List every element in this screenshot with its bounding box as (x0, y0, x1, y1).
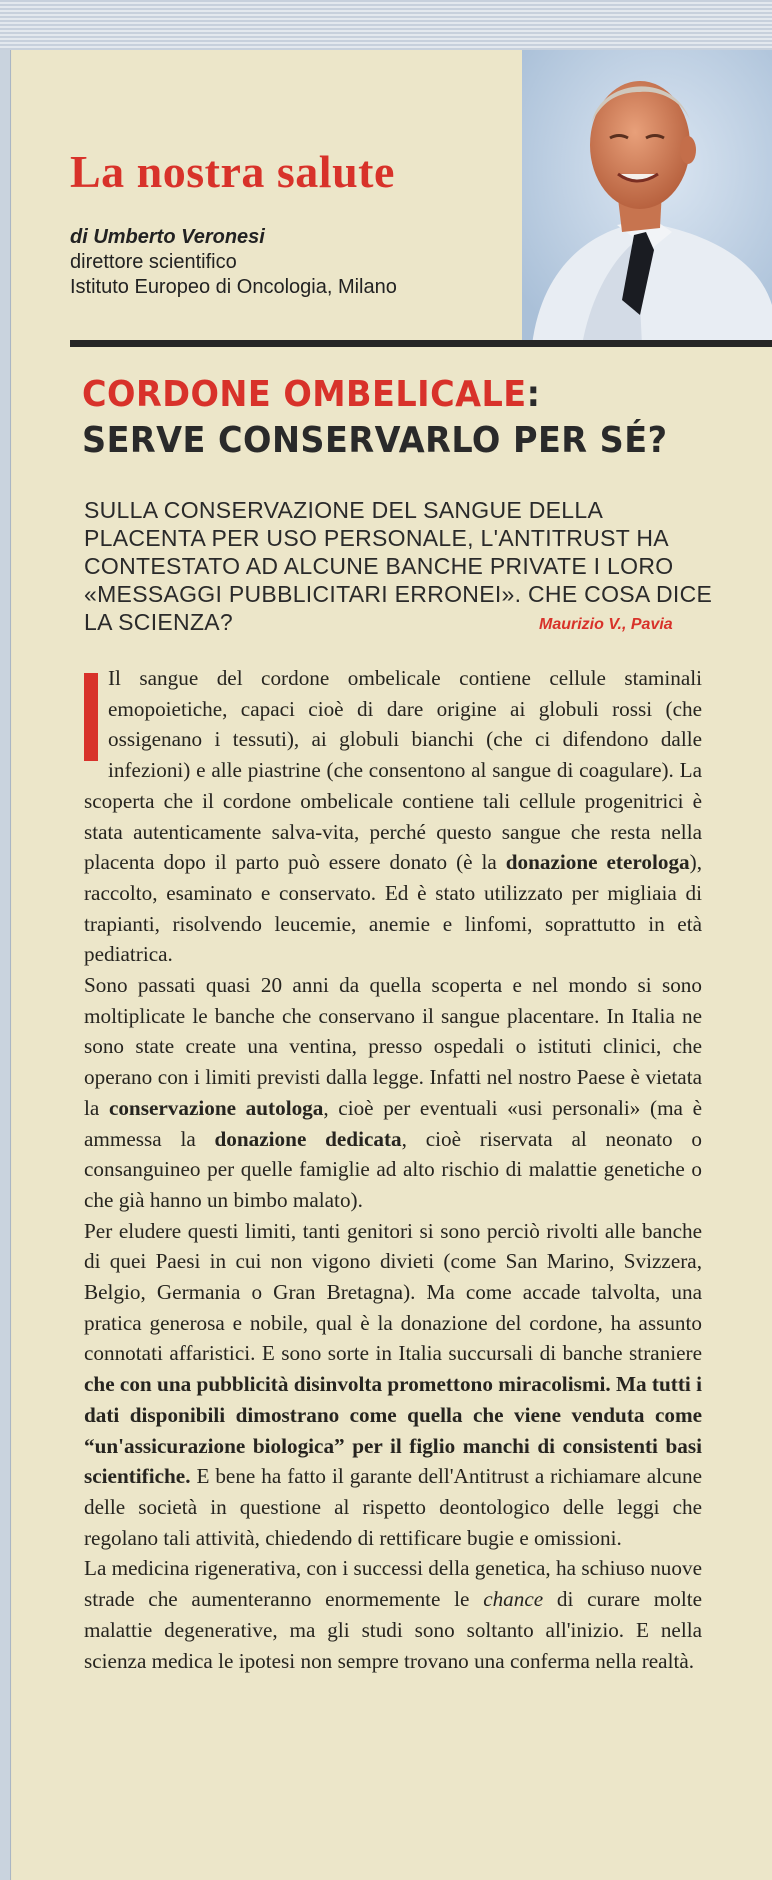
text-run: ), raccolto, esaminato e conservato. Ed è stato utilizzato per migliaia di trapianti, risolvendo leucemie, anemie e linfomi, soprattutto in età pediatrica. (84, 850, 702, 967)
author-name: di Umberto Veronesi (70, 226, 265, 248)
article-paragraph-2 (84, 970, 702, 1216)
headline-second-line: SERVE CONSERVARLO PER SÉ? (82, 420, 668, 461)
bold-text: donazione dedicata (214, 1126, 402, 1151)
article-paragraph-3 (84, 1216, 702, 1554)
author-portrait (522, 50, 772, 345)
bold-text: conservazione autologa (108, 1095, 324, 1120)
bold-text: donazione eterologa (505, 850, 690, 875)
article-paragraph-1 (84, 663, 702, 970)
text-run: Per eludere questi limiti, tanti genitori si sono perciò rivolti alle banche di quei Paesi in cui non vigono divieti (come San Marino, Svizzera, Belgio, Germania o Gran Bretagna). Ma come accade talvolta, una pratica generosa e nobile, qual è la donazione del cordone, ha assunto connotati affaristici. E sono sorte in Italia succursali di banche straniere (84, 1218, 702, 1366)
reader-question: SULLA CONSERVAZIONE DEL SANGUE DELLA PLACENTA PER USO PERSONALE, L'ANTITRUST HA CONTESTATO AD ALCUNE BANCHE PRIVATE I LORO «MESSAGGI PUBBLICITARI ERRONEI». CHE COSA DICE LA SCIENZA? (84, 497, 713, 635)
text-run: Sono passati quasi 20 anni da quella scoperta e nel mondo si sono moltiplicate le banche che conservano il sangue placentare. In Italia ne sono state create una ventina, presso ospedali o istituti clinici, che operano con i limiti previsti dalla legge. Infatti nel nostro Paese è vietata la (84, 973, 702, 1120)
bold-text: che con una pubblicità disinvolta promettono miracolismi. Ma tutti i dati disponibili dimostrano come quella che viene venduta come “un'assicurazione biologica” per il figlio manchi di consistenti basi scientifiche. (84, 1372, 702, 1489)
page-top-band (0, 0, 772, 50)
article-body (84, 663, 702, 1676)
author-institute: Istituto Europeo di Oncologia, Milano (70, 276, 397, 298)
text-run: E bene ha fatto il garante dell'Antitrust a richiamare alcune delle società in questione al rispetto deontologico delle leggi che regolano tali attività, chiedendo di rettificare bugie e omissioni. (84, 1464, 702, 1550)
headline-colon: : (526, 374, 541, 415)
author-role: direttore scientifico (70, 251, 237, 273)
reader-signature: Maurizio V., Pavia (539, 616, 673, 633)
header-divider (70, 340, 772, 347)
italic-text: chance (483, 1587, 544, 1612)
text-run: Il sangue del cordone ombelicale contiene cellule staminali emopoietiche, capaci cioè di dare origine ai globuli rossi (che ossigenano i tessuti), ai globuli bianchi (che ci difendono dalle infezioni) e alle piastrine (che consentono al sangue di coagulare). La scoperta che il cordone ombelicale contiene tali cellule progenitrici è stata autenticamente salva-vita, perché questo sangue che resta nella placenta dopo il parto può essere donato (è la (84, 666, 702, 875)
headline-red-part: CORDONE OMBELICALE (82, 374, 527, 415)
text-run: , cioè per eventuali «usi personali» (ma è ammessa la (84, 1095, 702, 1151)
text-run: La medicina rigenerativa, con i successi della genetica, ha schiuso nuove strade che aumenteranno enormemente le (84, 1556, 702, 1612)
drop-cap-bar (84, 673, 98, 761)
column-title: La nostra salute (70, 146, 395, 197)
magazine-page (12, 50, 772, 1880)
page-left-margin (0, 50, 11, 1880)
article-headline (82, 372, 667, 464)
column-byline (70, 225, 397, 300)
article-paragraph-4 (84, 1553, 702, 1676)
text-run: , cioè riservata al neonato o consanguineo per quelle famiglie ad alto rischio di malattie genetiche o che già hanno un bimbo malato). (84, 1126, 702, 1212)
text-run: di curare molte malattie degenerative, ma gli studi sono soltanto all'inizio. E nella scienza medica le ipotesi non sempre trovano una conferma nella realtà. (84, 1587, 702, 1673)
